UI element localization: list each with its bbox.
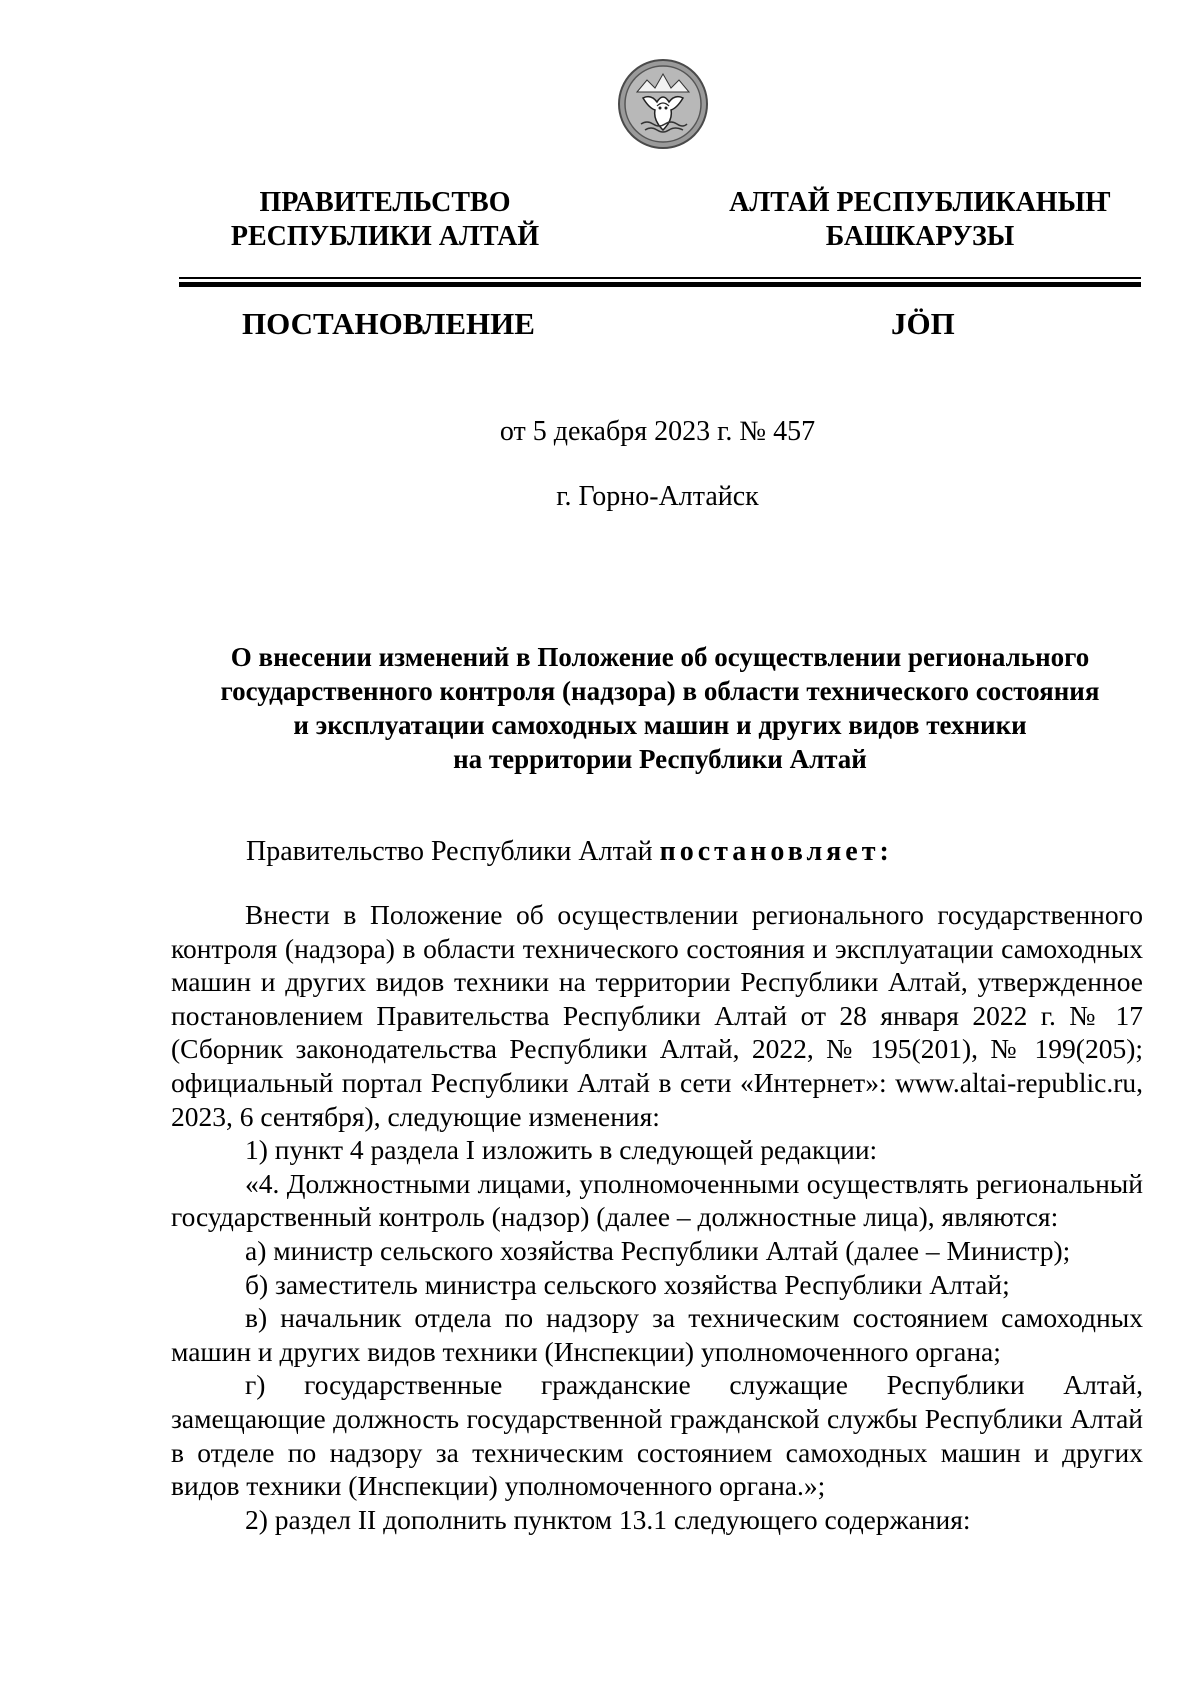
coat-of-arms-icon (617, 58, 709, 150)
header-rule-thick (179, 282, 1141, 287)
subject-line: О внесении изменений в Положение об осуществлении регионального (230, 642, 1090, 672)
date-number-line: от 5 декабря 2023 г. № 457 (499, 416, 816, 447)
org-name-line: БАШКАРУЗЫ (825, 221, 1015, 252)
org-name-line: РЕСПУБЛИКИ АЛТАЙ (230, 221, 540, 252)
decree-lead: Правительство Республики Алтай (246, 836, 660, 867)
body-paragraph: а) министр сельского хозяйства Республики Алтай (далее – Министр); (245, 1234, 1071, 1266)
decree-verb: постановляет: (659, 836, 893, 867)
body-paragraph: 2) раздел II дополнить пунктом 13.1 следующего содержания: (245, 1503, 971, 1535)
org-name-altai (720, 186, 1120, 254)
body-paragraph: б) заместитель министра сельского хозяйства Республики Алтай; (245, 1268, 1010, 1300)
org-name-line: АЛТАЙ РЕСПУБЛИКАНЫҤ (729, 187, 1111, 218)
body-paragraph: в) начальник отдела по надзору за техническим состоянием самоходных машин и других видов техники (Инспекции) уполномоченного органа; (171, 1302, 1143, 1367)
body-paragraph: Внести в Положение об осуществлении регионального государственного контроля (надзора) в области технического состояния и эксплуатации самоходных машин и других видов техники на территории Республики Алтай, утвержденное постановлением Правительства Республики Алтай от 28 января 2022 г. № 17 (Сборник законодательства Республики Алтай, 2022, № 195(201), № 199(205); официальный портал Республики Алтай в сети «Интернет»: www.altai-republic.ru, 2023, 6 сентября), следующие изменения: (171, 899, 1143, 1132)
subject-line: государственного контроля (надзора) в области технического состояния (220, 676, 1100, 706)
header-rule-thin (179, 277, 1141, 279)
body-paragraph: «4. Должностными лицами, уполномоченными осуществлять региональный государственный контроль (надзор) (далее – должностные лица), являются: (171, 1167, 1143, 1233)
decree-line (246, 835, 893, 869)
body-paragraph: г) государственные гражданские служащие Республики Алтай, замещающие должность государственной гражданской службы Республики Алтай в отделе по надзору за техническим состоянием самоходных машин и других видов техники (Инспекции) уполномоченного органа.»; (171, 1369, 1143, 1502)
org-name-line: ПРАВИТЕЛЬСТВО (259, 187, 511, 218)
document-subject (160, 640, 1160, 776)
body-paragraph: 1) пункт 4 раздела I изложить в следующей редакции: (245, 1134, 878, 1166)
org-name-russian (220, 186, 550, 254)
doc-type-russian: ПОСТАНОВЛЕНИЕ (242, 306, 535, 341)
subject-line: и эксплуатации самоходных машин и других видов техники (293, 710, 1027, 740)
doc-type-altai: JÖП (891, 306, 955, 341)
city-line: г. Горно-Алтайск (556, 481, 759, 512)
document-body (171, 898, 1143, 1536)
subject-line: на территории Республики Алтай (453, 744, 867, 774)
